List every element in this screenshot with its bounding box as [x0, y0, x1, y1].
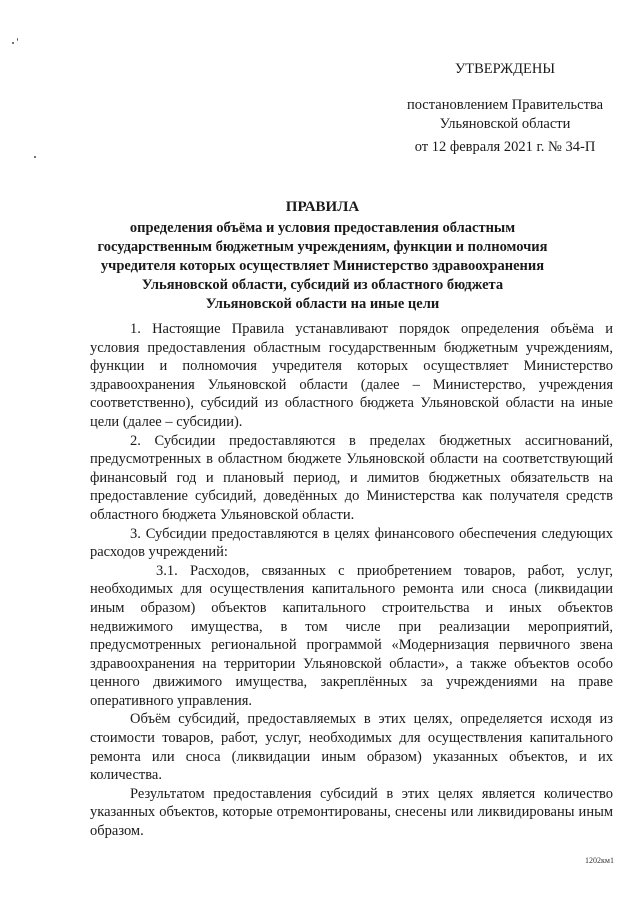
scan-speck: [17, 38, 18, 41]
footer-code: 1202км1: [585, 856, 614, 865]
paragraph-2: 2. Субсидии предоставляются в пределах бюджетных ассигнований, предусмотренных в областном бюджете Ульяновской области на соответствующий финансовый год и плановый период, и лимитов бюджетных обязательств на предоставление субсидий, доведённых до Министерства как получателя средств областного бюджета Ульяновской области.: [90, 432, 613, 523]
heading-line: Ульяновской области, субсидий из областного бюджета: [141, 277, 504, 293]
heading-line: государственным бюджетным учреждениям, функции и полномочия: [97, 239, 548, 255]
heading-line: Ульяновской области на иные цели: [205, 296, 440, 312]
paragraph-3: 3. Субсидии предоставляются в целях финансового обеспечения следующих расходов учреждений:: [90, 525, 613, 561]
document-title: ПРАВИЛА: [285, 199, 360, 215]
paragraph-1: 1. Настоящие Правила устанавливают порядок определения объёма и условия предоставления областным государственным бюджетным учреждениям, функции и полномочия учредителя которых осуществляет Министерство здравоохранения Ульяновской области (далее – Министерство, учреждения соответственно), субсидий из областного бюджета Ульяновской области на иные цели (далее – субсидии).: [90, 321, 613, 430]
paragraph-volume: Объём субсидий, предоставляемых в этих целях, определяется исходя из стоимости товаров, работ, услуг, необходимых для осуществления капитального ремонта или сноса (ликвидации иным образом) указанных объектов, и их количества.: [90, 711, 613, 784]
scan-speck: [34, 156, 36, 158]
approval-date: от 12 февраля 2021 г. № 34-П: [414, 139, 596, 155]
document-body: [90, 320, 613, 841]
paragraph-result: Результатом предоставления субсидий в этих целях является количество указанных объектов, которые отремонтированы, снесены или ликвидированы иным образом.: [90, 785, 613, 840]
document-heading: [95, 198, 550, 314]
approval-authority: [385, 96, 625, 134]
paragraph-3-1: 3.1. Расходов, связанных с приобретением товаров, работ, услуг, необходимых для осуществления капитального ремонта или сноса (ликвидации иным образом) объектов капитального строительства и иных объектов недвижимого имущества, в том числе при реализации мероприятий, предусмотренных региональной программой «Модернизация первичного звена здравоохранения на территории Ульяновской области», а также объектов особо ценного движимого имущества, закреплённых за учреждениями на праве оперативного управления.: [90, 562, 613, 709]
heading-line: определения объёма и условия предоставления областным: [129, 220, 516, 236]
approval-title: УТВЕРЖДЕНЫ: [454, 61, 556, 77]
approval-authority-line: постановлением Правительства: [406, 97, 604, 113]
approval-authority-line: Ульяновской области: [439, 116, 571, 132]
heading-line: учредителя которых осуществляет Министерство здравоохранения: [100, 258, 545, 274]
scan-speck: [12, 42, 14, 44]
